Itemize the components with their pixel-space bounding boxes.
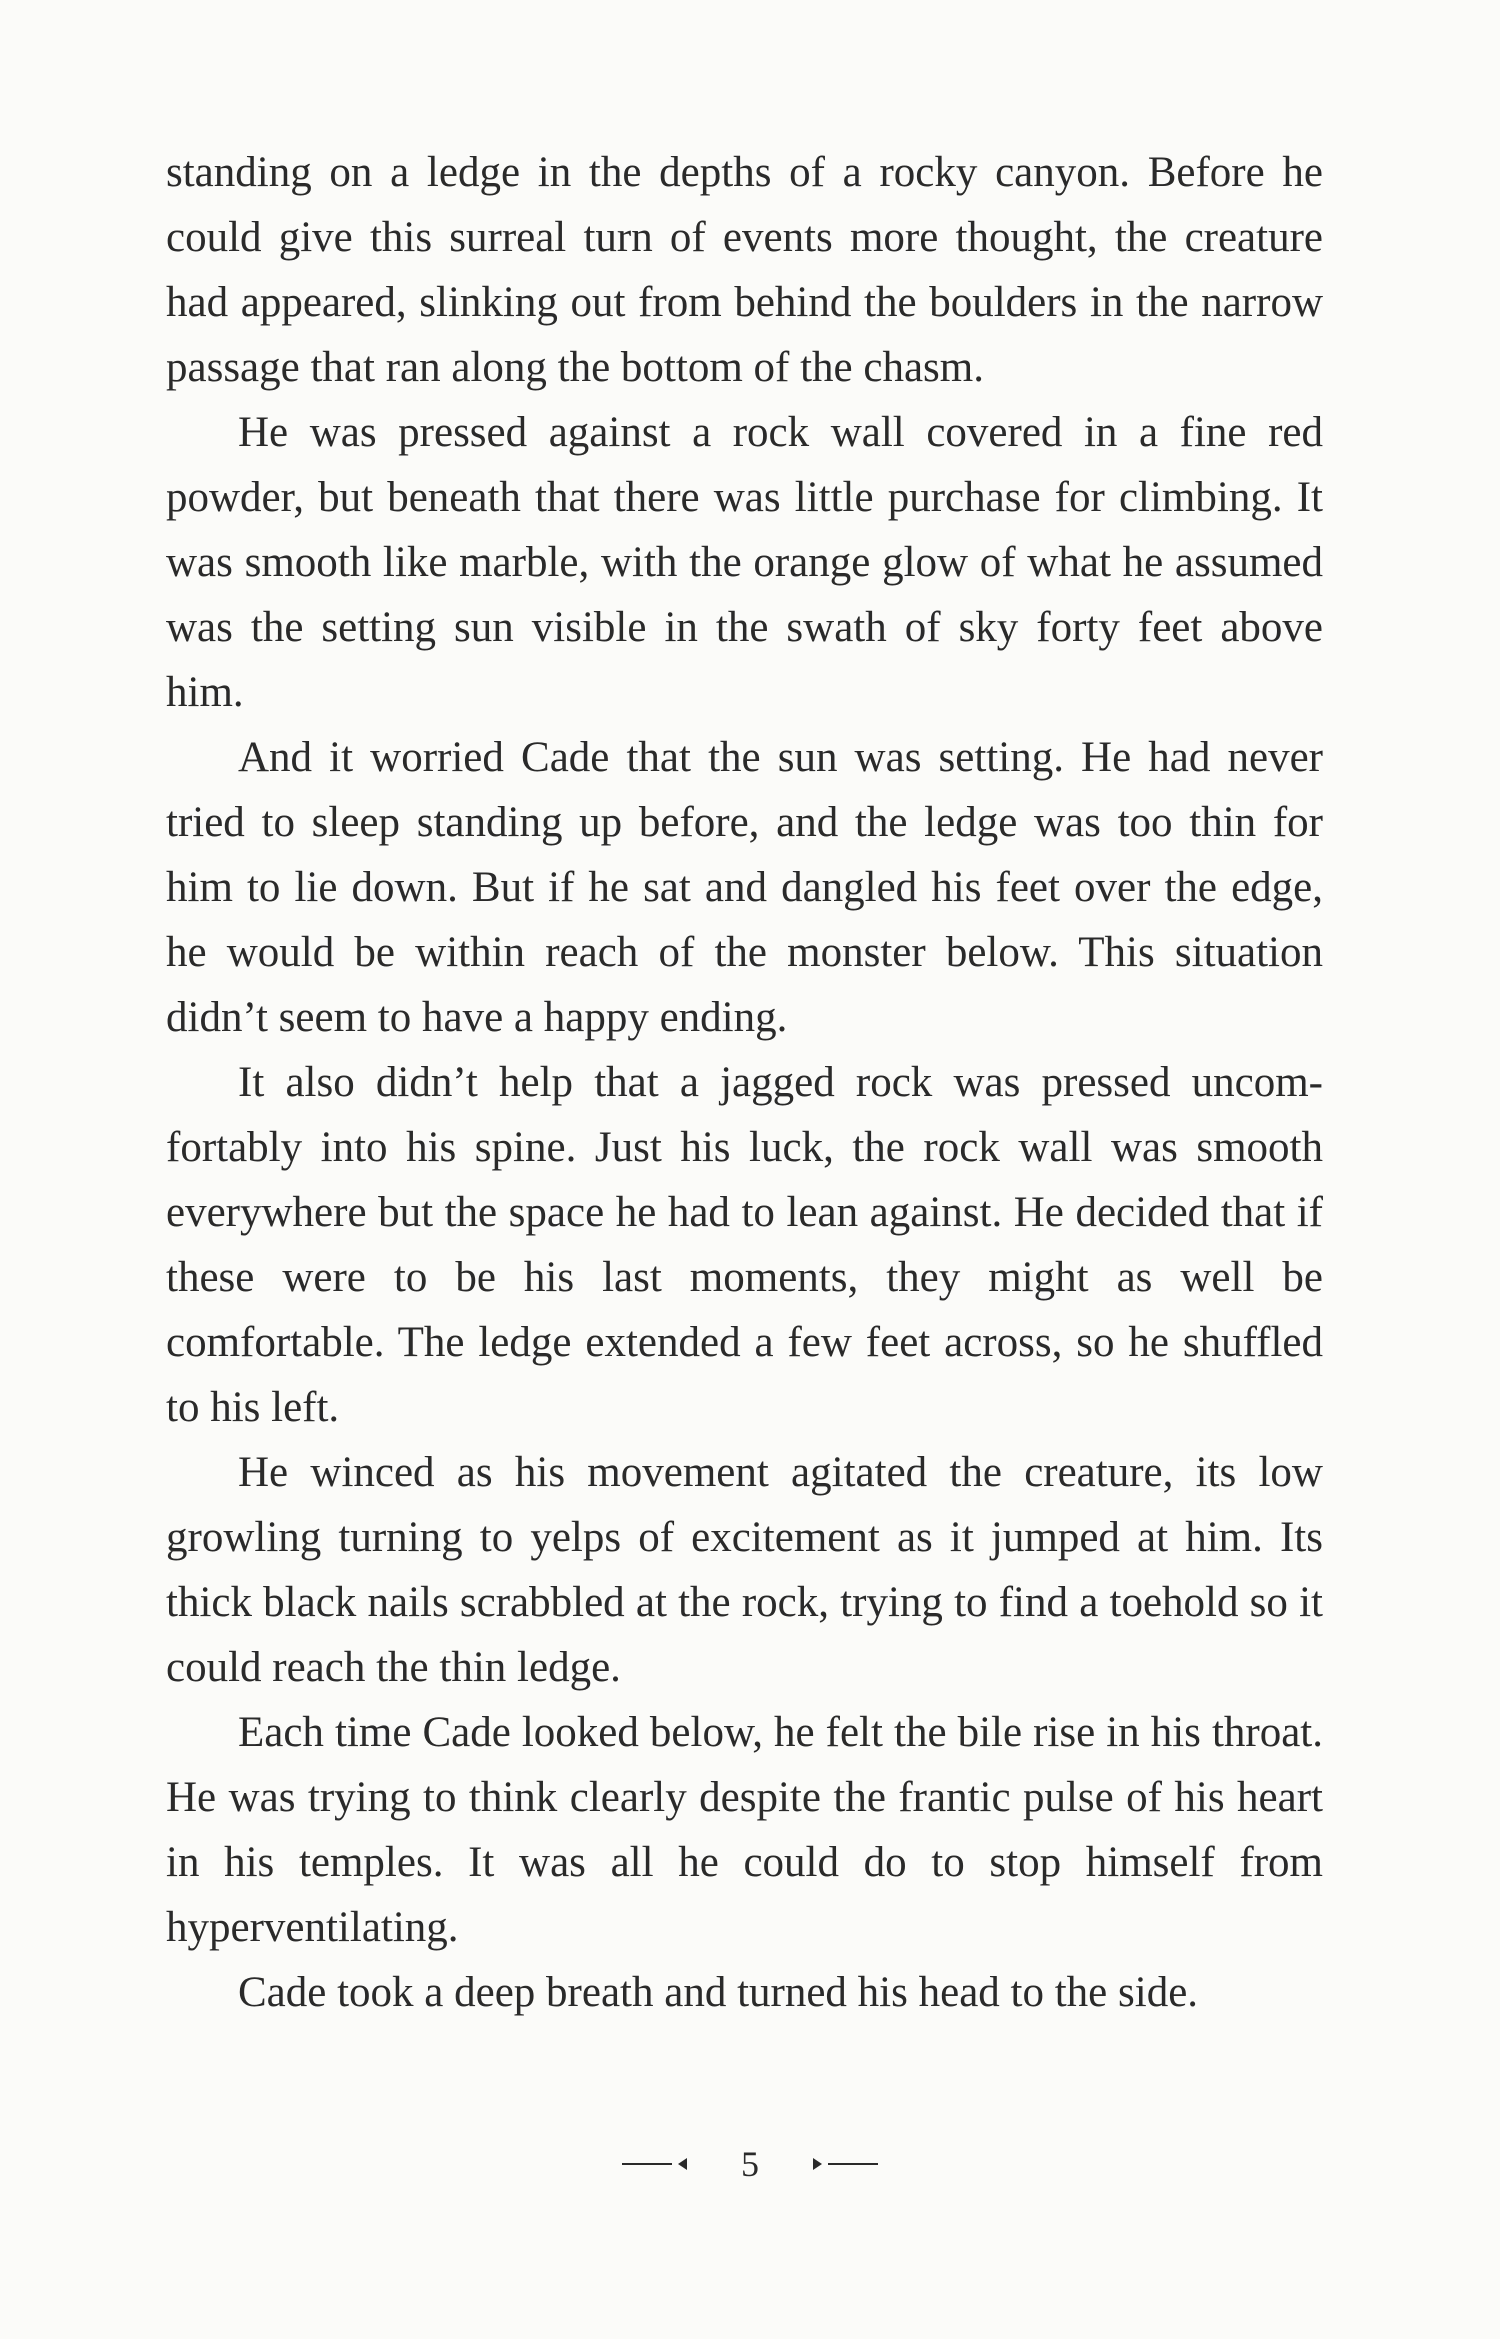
paragraph-5: He winced as his movement agitated the creature, its low growling turning to yelps of excitement as it jumped at him. Its thick black nails scrabbled at the rock, trying to find a toehold so it could reach the thin ledge.	[166, 1449, 1323, 1691]
paragraph-1: standing on a ledge in the depths of a rocky canyon. Before he could give this surreal turn of events more thought, the creature had appeared, slinking out from behind the boulders in the narrow passage that ran along the bottom of the chasm.	[166, 149, 1323, 391]
page-number: 5	[741, 2143, 759, 2184]
paragraph-2: He was pressed against a rock wall covered in a fine red powder, but beneath that there was little purchase for climbing. It was smooth like marble, with the orange glow of what he assumed was the setting sun visible in the swath of sky forty feet above him.	[166, 409, 1323, 716]
paragraph-4: It also didn’t help that a jagged rock was pressed uncomfortably into his spine. Just his luck, the rock wall was smooth everywhere but the space he had to lean against. He decided that if these were to be his last moments, they might as well be comfortable. The ledge extended a few feet across, so he shuffled to his left.	[166, 1059, 1323, 1431]
paragraph-6: Each time Cade looked below, he felt the bile rise in his throat. He was trying to think clearly despite the frantic pulse of his heart in his temples. It was all he could do to stop himself from hyperventilating.	[166, 1709, 1323, 1951]
right-arrow-ornament-icon	[808, 2144, 878, 2184]
body-text	[166, 140, 1323, 2025]
paragraph-3: And it worried Cade that the sun was setting. He had never tried to sleep standing up before, and the ledge was too thin for him to lie down. But if he sat and dangled his feet over the edge, he would be within reach of the monster below. This situation didn’t seem to have a happy ending.	[166, 734, 1323, 1041]
left-arrow-ornament-icon	[622, 2144, 692, 2184]
paragraph-7: Cade took a deep breath and turned his head to the side.	[238, 1969, 1199, 2016]
page-footer	[0, 2140, 1500, 2184]
